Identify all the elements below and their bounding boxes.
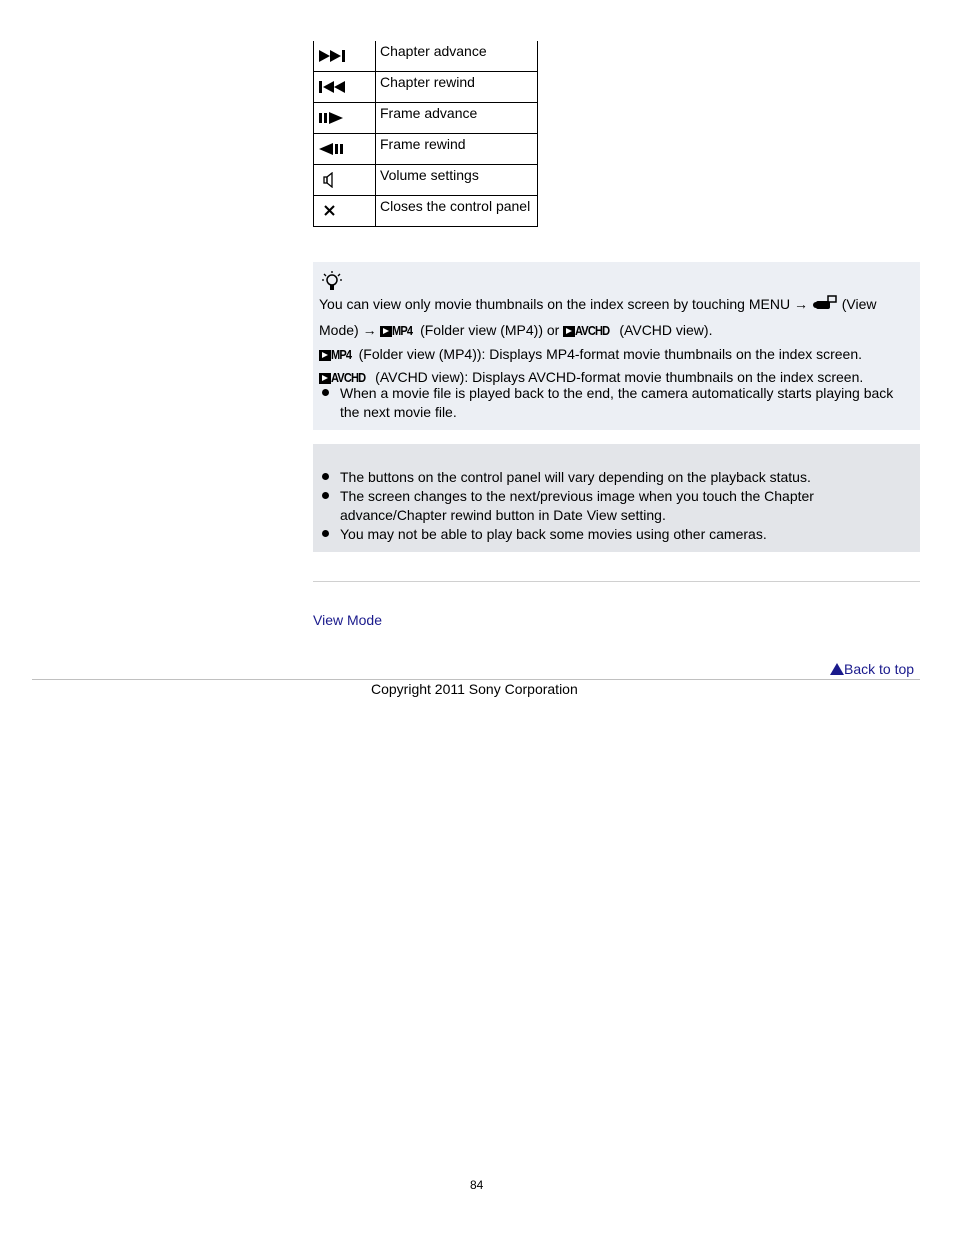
control-label: Closes the control panel	[376, 196, 538, 227]
frame-rewind-icon	[319, 142, 349, 156]
control-label: Chapter advance	[376, 41, 538, 72]
control-icons-table	[313, 41, 538, 227]
frame-advance-icon	[319, 111, 349, 125]
hint-box	[313, 262, 920, 430]
control-label: Frame advance	[376, 103, 538, 134]
hint-line-4: AVCHD (AVCHD view): Displays AVCHD-format movie thumbnails on the index screen.	[319, 366, 863, 385]
arrow-icon: →	[362, 322, 377, 338]
chapter-advance-icon	[319, 49, 349, 63]
up-triangle-icon	[830, 663, 844, 675]
hint-line-1: You can view only movie thumbnails on the index screen by touching MENU → (View	[319, 296, 877, 312]
table-row	[314, 196, 538, 227]
hint-line-3: MP4 (Folder view (MP4)): Displays MP4-format movie thumbnails on the index screen.	[319, 343, 862, 362]
footer-divider	[32, 679, 920, 680]
note-box	[313, 444, 920, 552]
bullet-icon	[322, 530, 329, 537]
copyright: Copyright 2011 Sony Corporation	[371, 681, 578, 697]
bullet-icon	[322, 473, 329, 480]
close-icon	[322, 204, 338, 218]
bullet-icon	[322, 492, 329, 499]
arrow-icon: →	[793, 296, 808, 312]
table-row	[314, 41, 538, 72]
chapter-rewind-icon	[319, 80, 349, 94]
divider	[313, 581, 920, 582]
back-to-top-link[interactable]: Back to top	[830, 661, 914, 677]
view-mode-icon	[812, 295, 838, 311]
table-row	[314, 72, 538, 103]
table-row	[314, 134, 538, 165]
avchd-view-icon: AVCHD	[563, 319, 615, 337]
control-label: Chapter rewind	[376, 72, 538, 103]
view-mode-link[interactable]: View Mode	[313, 612, 383, 628]
hint-bullet: When a movie file is played back to the end, the camera automatically starts playing back the next movie file.	[313, 384, 920, 424]
mp4-folder-view-icon: MP4	[319, 343, 355, 361]
lightbulb-hint-icon	[321, 270, 343, 292]
table-row	[314, 165, 538, 196]
list-item: The buttons on the control panel will vary depending on the playback status.	[313, 468, 920, 487]
avchd-view-icon: AVCHD	[319, 366, 371, 384]
hint-line-2: Mode) → MP4 (Folder view (MP4)) or AVCHD (AVCHD view).	[319, 319, 712, 338]
volume-icon	[322, 172, 342, 188]
list-item: The screen changes to the next/previous image when you touch the Chapter advance/Chapter rewind button in Date View setting.	[313, 487, 920, 525]
control-label: Volume settings	[376, 165, 538, 196]
list-item: You may not be able to play back some movies using other cameras.	[313, 525, 920, 544]
bullet-icon	[322, 389, 329, 396]
table-row	[314, 103, 538, 134]
page-number: 84	[470, 1178, 484, 1192]
control-label: Frame rewind	[376, 134, 538, 165]
mp4-folder-view-icon: MP4	[380, 319, 416, 337]
